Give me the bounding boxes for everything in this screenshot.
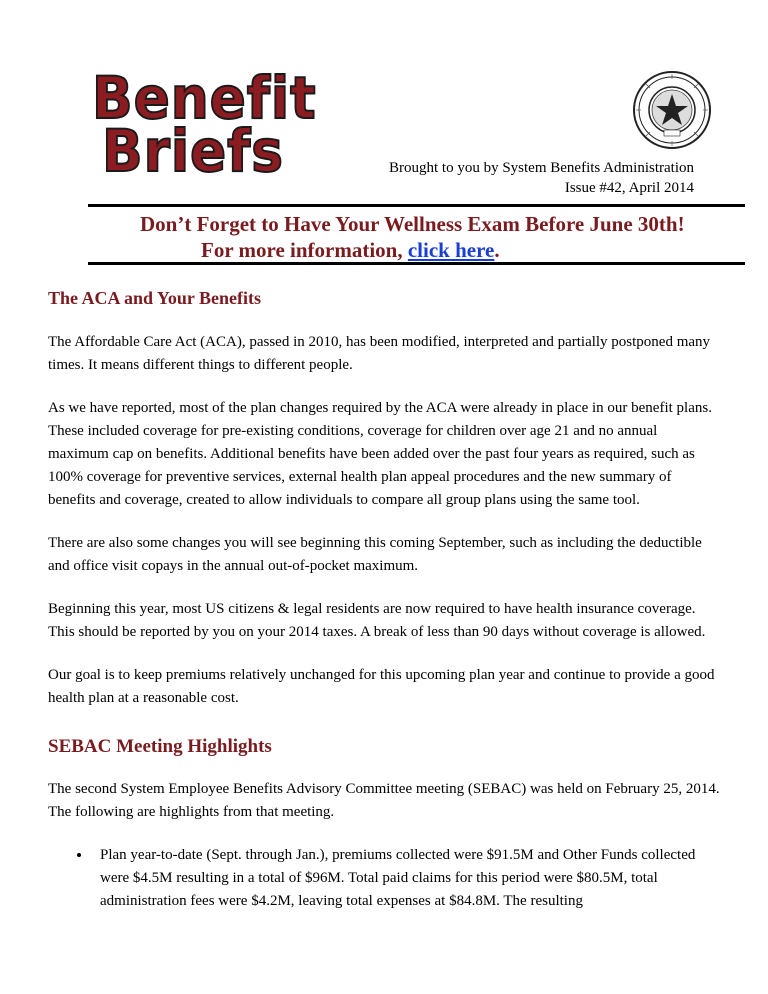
sebac-intro: The second System Employee Benefits Advisory Committee meeting (SEBAC) was held on February 25, 2014. The following are highlights from that meeting. (48, 781, 720, 820)
click-here-link[interactable]: click here (407, 238, 495, 262)
newsletter-content (48, 288, 720, 913)
university-seal-icon (632, 70, 712, 150)
banner-top-rule (88, 204, 745, 207)
aca-paragraph: There are also some changes you will see beginning this coming September, such as including the deductible and office visit copays in the annual out-of-pocket maximum. (48, 535, 702, 574)
sebac-heading: SEBAC Meeting Highlights (48, 736, 272, 757)
logo-line-1: Benefit (92, 64, 317, 132)
aca-paragraph: Beginning this year, most US citizens & legal residents are now required to have health insurance coverage. This should be reported by you on your 2014 taxes. A break of less than 90 days without coverage is allowed. (48, 601, 706, 640)
byline-source: Brought to you by System Benefits Administration (389, 160, 694, 176)
aca-paragraph: Our goal is to keep premiums relatively unchanged for this upcoming plan year and continue to provide a good health plan at a reasonable cost. (48, 667, 715, 706)
logo-line-2: Briefs (102, 117, 284, 186)
banner-suffix: . (494, 238, 500, 262)
byline (389, 158, 694, 198)
issue-info: Issue #42, April 2014 (564, 180, 694, 196)
aca-heading: The ACA and Your Benefits (48, 288, 262, 308)
wellness-banner-subtitle (201, 238, 500, 263)
wellness-banner-title: Don’t Forget to Have Your Wellness Exam Before June 30th! (140, 212, 685, 236)
list-item: • Plan year-to-date (Sept. through Jan.), premiums collected were $91.5M and Other Funds collected were $4.5M resulting in a total of $96M. Total paid claims for this period were $80.5M, total administration fees were $4.2M, leaving total expenses at $84.8M. The resulting (92, 844, 720, 913)
aca-paragraph: As we have reported, most of the plan changes required by the ACA were already in place in our benefit plans. These included coverage for pre-existing conditions, coverage for children over age 21 and no annual maximum cap on benefits. Additional benefits have been added over the past four years as required, such as 100% coverage for preventive services, external health plan appeal procedures and the new summary of benefits and coverage, created to allow individuals to compare all group plans using the same tool. (48, 400, 712, 508)
aca-paragraph: The Affordable Care Act (ACA), passed in 2010, has been modified, interpreted and partially postponed many times. It means different things to different people. (48, 334, 711, 373)
banner-prefix: For more information, (201, 238, 408, 262)
benefit-briefs-logo (92, 64, 322, 197)
sebac-highlights-list (48, 844, 720, 913)
banner-bottom-rule (88, 262, 745, 265)
